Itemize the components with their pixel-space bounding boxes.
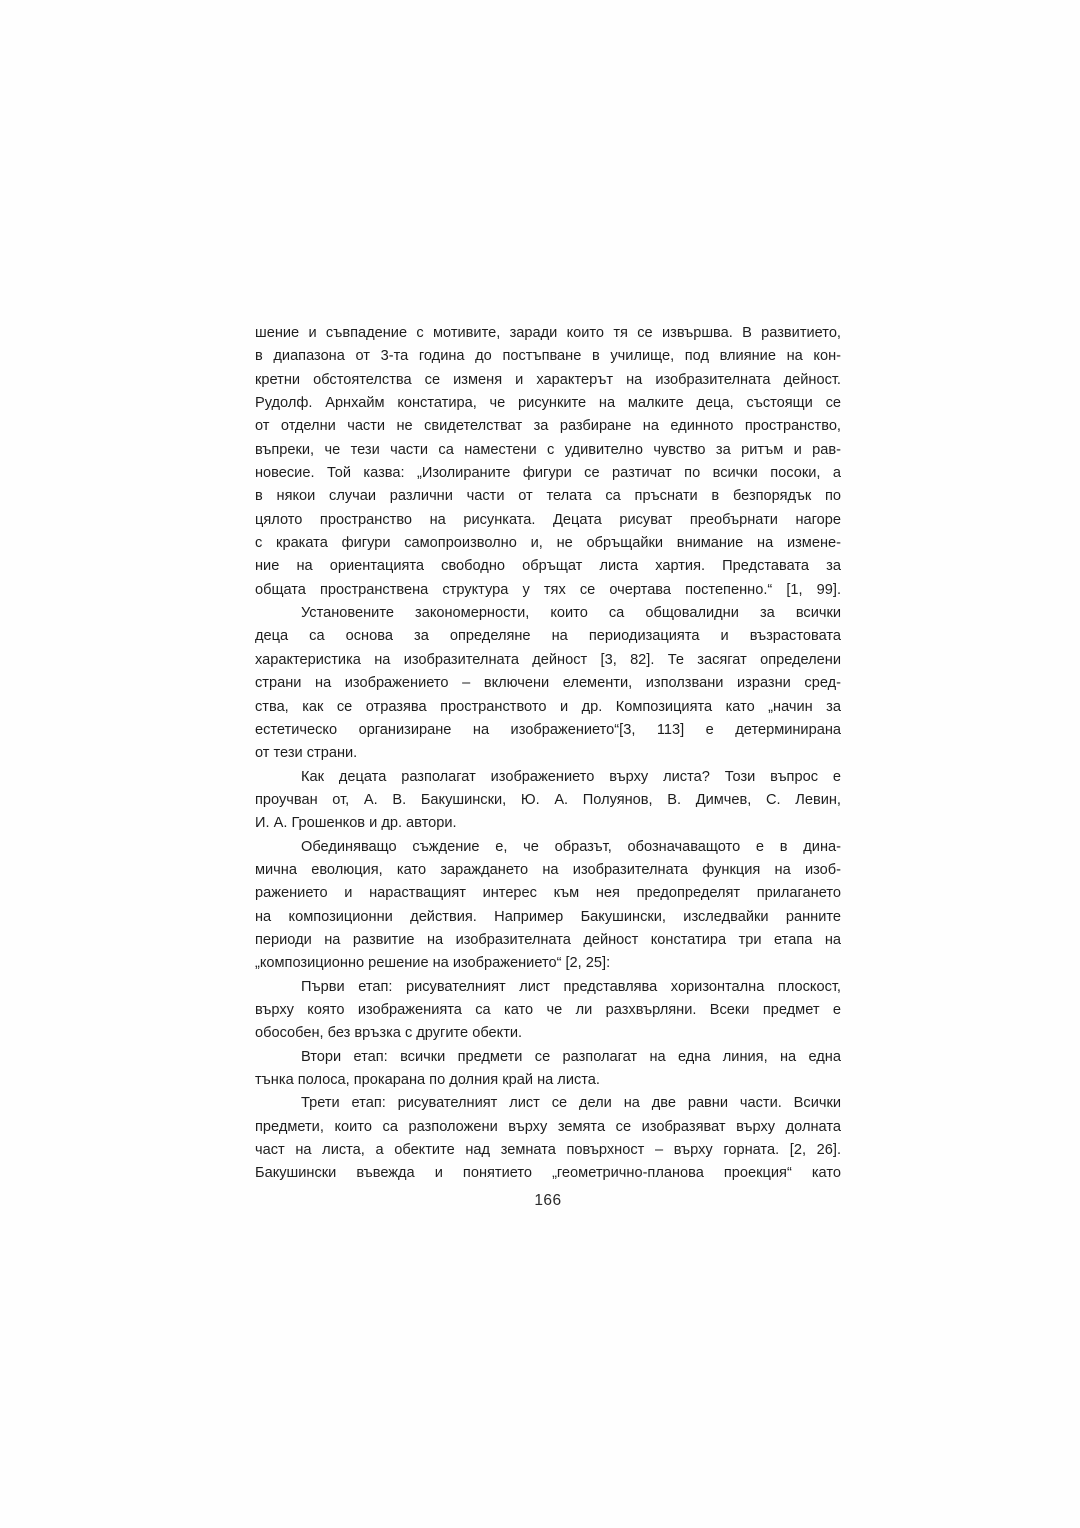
text-line: периоди на развитие на изобразителната дейност констатира три етапа на — [255, 931, 841, 948]
paragraph — [255, 976, 841, 1046]
text-line: И. А. Грошенков и др. автори. — [255, 815, 457, 832]
text-line: на композиционни действия. Например Бакушински, изследвайки ранните — [255, 908, 841, 925]
text-line: въпреки, че тези части са наместени с удивително чувство за ритъм и рав- — [255, 441, 841, 458]
text-line: цялото пространство на рисунката. Децата рисуват преобърнати нагоре — [255, 511, 841, 528]
text-block — [255, 322, 841, 1186]
paragraph — [255, 766, 841, 836]
text-line: Първи етап: рисувателният лист представлява хоризонтална плоскост, — [301, 978, 841, 995]
text-line: „композиционно решение на изображението“ [2, 25]: — [255, 955, 611, 972]
text-line: от отделни части не свидетелстват за разбиране на единното пространство, — [255, 418, 841, 435]
text-line: Трети етап: рисувателният лист се дели на две равни части. Всички — [301, 1095, 841, 1112]
text-line: страни на изображението – включени елементи, използвани изразни сред- — [255, 675, 841, 692]
text-line: в диапазона от 3-та година до постъпване в училище, под влияние на кон- — [255, 348, 841, 365]
text-line: обособен, без връзка с другите обекти. — [255, 1025, 523, 1042]
text-line: ние на ориентацията свободно обръщат листа хартия. Представата за — [255, 558, 841, 575]
text-line: Обединяващо съждение е, че образът, обозначаващото е в дина- — [301, 838, 841, 855]
paragraph — [255, 602, 841, 765]
text-line: ражението и нарастващият интерес към нея предопределят прилагането — [255, 885, 841, 902]
text-line: от тези страни. — [255, 745, 358, 762]
text-line: част на листа, а обектите над земната повърхност – върху горната. [2, 26]. — [255, 1142, 841, 1159]
text-line: предмети, които са разположени върху земята се изобразяват върху долната — [255, 1118, 841, 1135]
paragraph — [255, 1092, 841, 1185]
text-line: с краката фигури самопроизволно и, не обръщайки внимание на измене- — [255, 535, 841, 552]
text-line: новесие. Той казва: „Изолираните фигури се разтичат по всички посоки, а — [255, 465, 841, 482]
text-line: Бакушински въвежда и понятието „геометрично-планова проекция“ като — [255, 1165, 841, 1182]
text-line: шение и съвпадение с мотивите, заради които тя се извършва. В развитието, — [255, 325, 841, 341]
text-line: Втори етап: всички предмети се разполагат на една линия, на една — [301, 1048, 841, 1065]
paragraph — [255, 1046, 841, 1093]
text-line: естетическо организиране на изображението“[3, 113] е детерминирана — [255, 721, 841, 738]
text-line: общата пространствена структура у тях се очертава постепенно.“ [1, 99]. — [255, 581, 841, 598]
text-line: мична еволюция, като зараждането на изобразителната функция на изоб- — [255, 861, 841, 878]
text-line: в някои случаи различни части от телата са пръснати в безпорядък по — [255, 488, 841, 505]
text-line: деца са основа за определяне на периодизацията и възрастовата — [255, 628, 841, 645]
text-line: Как децата разполагат изображението върху листа? Този въпрос е — [301, 768, 841, 785]
text-line: проучван от, А. В. Бакушински, Ю. А. Полуянов, В. Димчев, С. Левин, — [255, 791, 841, 808]
text-line: Установените закономерности, които са общовалидни за всички — [301, 605, 841, 622]
text-line: Рудолф. Арнхайм констатира, че рисунките на малките деца, състоящи се — [255, 395, 841, 412]
text-line: ства, как се отразява пространството и др. Композицията като „начин за — [255, 698, 841, 715]
paragraph — [255, 836, 841, 976]
text-line: върху която изображенията са като че ли разхвърляни. Всеки предмет е — [255, 1001, 841, 1018]
text-line: тънка полоса, прокарана по долния край на листа. — [255, 1072, 600, 1088]
text-line: кретни обстоятелства се изменя и характерът на изобразителната дейност. — [255, 371, 841, 388]
page-number: 166 — [534, 1192, 562, 1209]
text-line: характеристика на изобразителната дейност [3, 82]. Те засягат определени — [255, 651, 841, 668]
paragraph — [255, 322, 841, 602]
